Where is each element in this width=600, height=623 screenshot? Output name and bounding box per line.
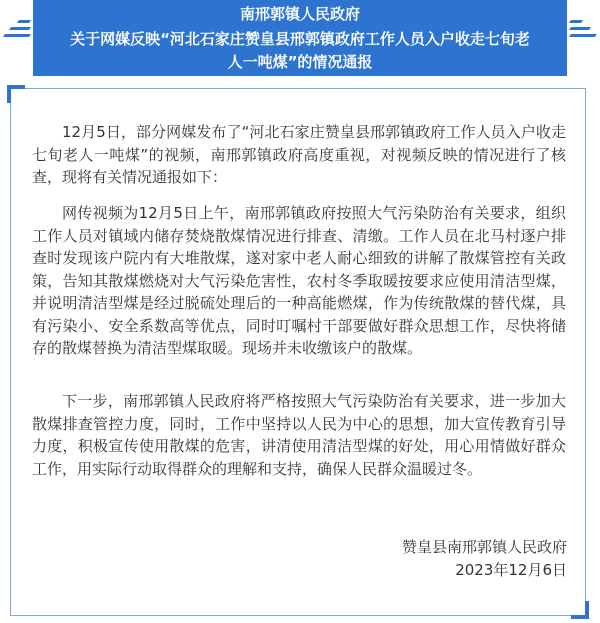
notice-title-line2: 人一吨煤”的情况通报 [227, 53, 373, 71]
notice-body [10, 88, 586, 616]
decorative-stripes-right [570, 20, 598, 42]
corner-decoration-bottom-right [571, 601, 589, 619]
title-box [33, 0, 567, 76]
notice-title-line1: 关于网媒反映“河北石家庄赞皇县邢郭镇政府工作人员入户收走七旬老 [70, 30, 530, 48]
signature-date: 2023年12月6日 [455, 560, 567, 579]
header-banner [0, 0, 600, 76]
issuer-title: 南邢郭镇人民政府 [239, 5, 360, 23]
signature-block [402, 536, 567, 581]
signature-org: 赞皇县南邢郭镇人民政府 [401, 538, 567, 556]
corner-decoration-top-left [7, 85, 25, 103]
paragraph-intro: 12月5日，部分网媒发布了“河北石家庄赞皇县邢郭镇政府工作人员入户收走七旬老人一吨煤”的视频，南邢郭镇政府高度重视，对视频反映的情况进行了核查，现将有关情况通报如下： [32, 123, 566, 186]
paragraph-findings: 网传视频为12月5日上午，南邢郭镇政府按照大气污染防治有关要求，组织工作人员对镇域内储存焚烧散煤情况进行排查、清缴。工作人员在北马村逐户排查时发现该户院内有大堆散煤，遂对家中老人耐心细致的讲解了散煤管控有关政策，告知其散煤燃烧对大气污染危害性，农村冬季取暖按要求应使用清洁型煤，并说明清洁型煤是经过脱硫处理后的一种高能燃煤，作为传统散煤的替代煤，具有污染小、安全系数高等优点，同时叮嘱村干部要做好群众思想工作，尽快将储存的散煤替换为清洁型煤取暖。现场并未收缴该户的散煤。 [32, 204, 566, 357]
decorative-stripes-left [2, 20, 30, 42]
paragraph-next-steps: 下一步，南邢郭镇人民政府将严格按照大气污染防治有关要求，进一步加大散煤排查管控力度，同时，工作中坚持以人民为中心的思想，加大宣传教育引导力度，积极宣传使用散煤的危害，讲清使用清洁型煤的好处，用心用情做好群众工作，用实际行动取得群众的理解和支持，确保人民群众温暖过冬。 [32, 392, 566, 478]
